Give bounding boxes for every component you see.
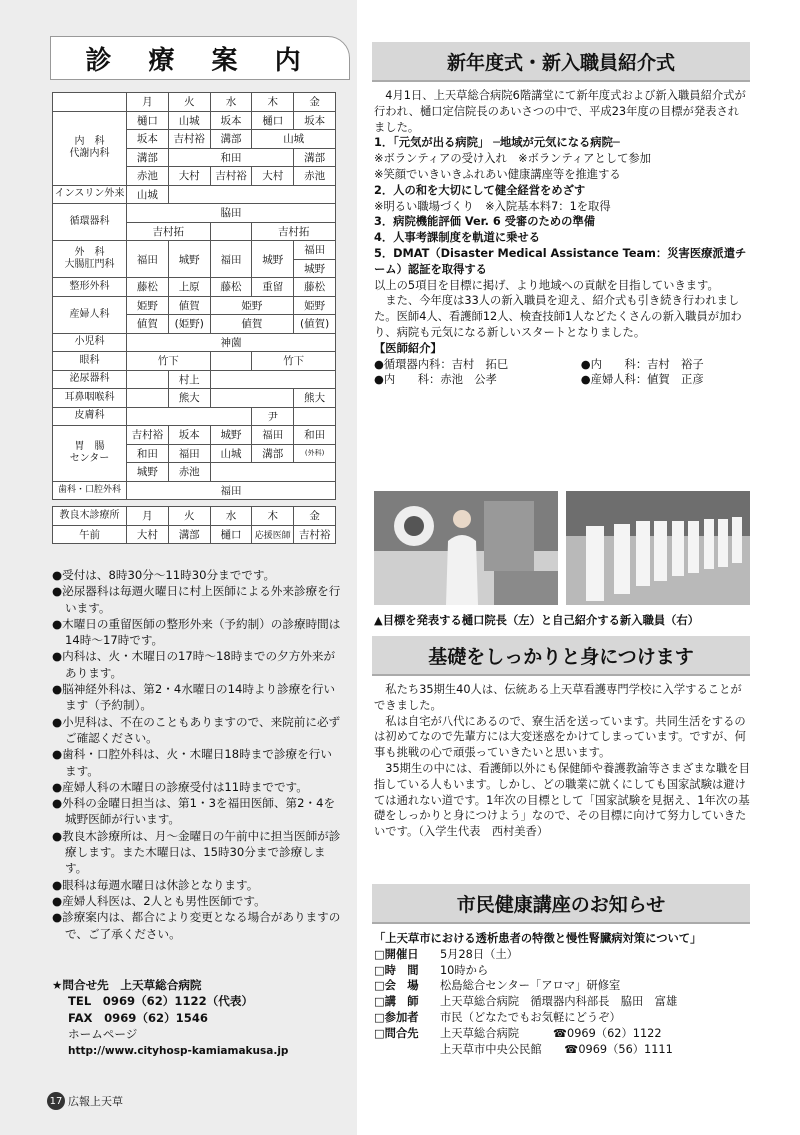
note: ●内科は、火・木曜日の17時～18時までの夕方外来があります。 — [52, 649, 336, 680]
cell: 神薗 — [127, 333, 336, 352]
lecture-row: 上天草市中央公民館 ☎0969（56）1111 — [440, 1042, 673, 1056]
article-basics — [374, 682, 750, 840]
cell: 城野 — [210, 426, 252, 445]
cell: 応援医師 — [252, 525, 294, 544]
cell: (姫野) — [168, 315, 210, 334]
cell: 赤池 — [168, 463, 210, 482]
goal-note: ※ボランティアの受け入れ ※ボランティアとして参加 — [374, 152, 651, 166]
cell: 大村 — [252, 167, 294, 186]
paragraph: 35期生の中には、看護師以外にも保健師や養護教諭等さまざまな職を目指している人もいます。しかし、どの職業に就くにしても国家試験は避けては通れない道です。1年次の目標として「国家試験を見据え、1年次の基礎をしっかりと身につけよう」なので、その目標に向けて努力していきたいです。（入学生代表 西村美香） — [374, 761, 750, 839]
goal: 3．病院機能評価 Ver. 6 受審のための準備 — [374, 215, 596, 229]
dept-kyora: 教良木診療所 — [53, 507, 127, 526]
paragraph: また、今年度は33人の新入職員を迎え、紹介式も引き続き行われました。医師4人、看護師12人、検査技師1人などたくさんの新入職員が加わり、病院も元気になる新しいスタートとなりました。 — [374, 294, 742, 339]
cell: 赤池 — [127, 167, 169, 186]
dept-ortho: 整形外科 — [53, 278, 127, 297]
lecture-row: □時 間 10時から — [374, 963, 489, 977]
note: ●眼科は毎週水曜日は休診となります。 — [52, 877, 259, 892]
lecture-info — [374, 931, 750, 1057]
cell: 福田 — [127, 481, 336, 500]
cell: 姫野 — [294, 296, 336, 315]
cell: 藤松 — [294, 278, 336, 297]
cell: 城野 — [252, 241, 294, 278]
dept-dental: 歯科・口腔外科 — [53, 481, 127, 500]
goal: 5．DMAT（Disaster Medical Assistance Team：災害医療派遣チーム）認証を取得する — [374, 246, 747, 276]
dept-insulin: インスリン外来 — [53, 185, 127, 204]
note: ●小児科は、不在のこともありますので、来院前に必ずご確認ください。 — [52, 714, 341, 745]
note: ●脳神経外科は、第2・4水曜日の14時より診療を行います（予約制）。 — [52, 682, 336, 713]
dept-peds: 小児科 — [53, 333, 127, 352]
cell: 熊大 — [294, 389, 336, 408]
cell: 樋口 — [252, 111, 294, 130]
cell: 村上 — [168, 370, 210, 389]
cell: 溝部 — [210, 130, 252, 149]
cell: 尹 — [252, 407, 294, 426]
notes-list — [52, 567, 342, 942]
day-header: 金 — [294, 93, 336, 112]
cell: 溝部 — [294, 148, 336, 167]
cell: 福田 — [168, 444, 210, 463]
dept-circ: 循環器科 — [53, 204, 127, 241]
heading-basics: 基礎をしっかりと身につけます — [372, 636, 750, 676]
cell: 福田 — [210, 241, 252, 278]
contact-tel: TEL 0969（62）1122（代表） — [68, 994, 254, 1009]
page-title: 診 療 案 内 — [50, 36, 350, 80]
dept-uro: 泌尿器科 — [53, 370, 127, 389]
schedule-table — [52, 92, 336, 500]
cell: 吉村裕 — [294, 525, 336, 544]
day-header: 木 — [252, 93, 294, 112]
cell: (外科) — [294, 444, 336, 463]
cell: 山城 — [210, 444, 252, 463]
day-header: 月 — [127, 507, 169, 526]
page-number: 17 — [47, 1092, 65, 1110]
contact-title: ★問合せ先 上天草総合病院 — [52, 978, 202, 992]
goal: 4．人事考課制度を軌道に乗せる — [374, 231, 541, 245]
cell: 竹下 — [127, 352, 211, 371]
lecture-row: □講 師 上天草総合病院 循環器内科部長 脇田 富雄 — [374, 995, 678, 1009]
note: ●教良木診療所は、月～金曜日の午前中に担当医師が診療します。また木曜日は、15時30分まで診療します。 — [52, 828, 341, 876]
heading-new-year: 新年度式・新入職員紹介式 — [372, 42, 750, 82]
cell: 吉村裕 — [127, 426, 169, 445]
dept-derm: 皮膚科 — [53, 407, 127, 426]
cell: 山城 — [252, 130, 336, 149]
contact-url[interactable]: http://www.cityhosp-kamiamakusa.jp — [68, 1044, 289, 1057]
doctors-heading: 【医師紹介】 — [374, 341, 442, 355]
cell: 値賀 — [210, 315, 294, 334]
cell: 赤池 — [294, 167, 336, 186]
paragraph: 以上の5項目を目標に掲げ、より地域への貢献を目指していきます。 — [374, 278, 719, 292]
dept-ent: 耳鼻咽喉科 — [53, 389, 127, 408]
cell: (値賀) — [294, 315, 336, 334]
cell: 坂本 — [294, 111, 336, 130]
cell: 福田 — [252, 426, 294, 445]
lecture-row: □会 場 松島総合センター「アロマ」研修室 — [374, 979, 621, 993]
contact-fax: FAX 0969（62）1546 — [68, 1010, 208, 1025]
cell: 吉村裕 — [168, 130, 210, 149]
doctor: ●循環器内科：吉村 拓巳 — [374, 357, 509, 371]
contact-hp-label: ホームページ — [68, 1027, 138, 1042]
cell: 和田 — [168, 148, 293, 167]
cell: 大村 — [168, 167, 210, 186]
goal-note: ※明るい職場づくり ※入院基本料7：1を取得 — [374, 199, 611, 213]
day-header: 火 — [168, 507, 210, 526]
heading-lecture: 市民健康講座のお知らせ — [372, 884, 750, 924]
dept-obgyn: 産婦人科 — [53, 296, 127, 333]
cell: 大村 — [127, 525, 169, 544]
cell: 上原 — [168, 278, 210, 297]
cell: 脇田 — [127, 204, 336, 223]
cell: 坂本 — [168, 426, 210, 445]
dept-gi: 胃 腸 センター — [53, 426, 127, 482]
cell: 溝部 — [252, 444, 294, 463]
note: ●産婦人科の木曜日の診療受付は11時までです。 — [52, 779, 308, 794]
cell: 吉村裕 — [210, 167, 252, 186]
day-header: 水 — [210, 93, 252, 112]
footer — [47, 1092, 123, 1110]
paragraph: 4月1日、上天草総合病院6階講堂にて新年度式および新入職員紹介式が行われ、樋口定信院長のあいさつの中で、平成23年度の目標が発表されました。 — [374, 89, 746, 134]
cell: 城野 — [294, 259, 336, 278]
cell: 竹下 — [252, 352, 336, 371]
cell: 姫野 — [210, 296, 294, 315]
doctors-list — [374, 357, 750, 389]
day-header: 金 — [294, 507, 336, 526]
cell: 城野 — [168, 241, 210, 278]
doctor: ●産婦人科：値賀 正彦 — [580, 373, 704, 387]
note: ●歯科・口腔外科は、火・木曜日18時まで診療を行います。 — [52, 747, 332, 778]
schedule-table-wrap — [52, 92, 336, 544]
note: ●泌尿器科は毎週火曜日に村上医師による外来診療を行います。 — [52, 584, 341, 615]
cell: 福田 — [294, 241, 336, 260]
dept-internal: 内 科 代謝内科 — [53, 111, 127, 185]
photo-caption: ▲目標を発表する樋口院長（左）と自己紹介する新入職員（右） — [374, 614, 700, 627]
day-header: 水 — [210, 507, 252, 526]
cell: 値賀 — [168, 296, 210, 315]
cell: 和田 — [294, 426, 336, 445]
cell: 溝部 — [127, 148, 169, 167]
day-header: 月 — [127, 93, 169, 112]
goal-note: ※笑顔でいきいきふれあい健康講座等を推進する — [374, 167, 621, 181]
day-header: 火 — [168, 93, 210, 112]
photo-new-staff — [566, 491, 750, 605]
cell: 吉村拓 — [127, 222, 211, 241]
note: ●木曜日の重留医師の整形外来（予約制）の診療時間は14時～17時です。 — [52, 616, 341, 648]
cell: 福田 — [127, 241, 169, 278]
goal: 1．「元気が出る病院」 ─地域が元気になる病院─ — [374, 136, 620, 150]
note: ●診療案内は、都合により変更となる場合がありますので、ご了承ください。 — [52, 910, 341, 941]
cell: 和田 — [127, 444, 169, 463]
cell: 重留 — [252, 278, 294, 297]
lecture-row: □開催日 5月28日（土） — [374, 947, 519, 961]
cell: 樋口 — [127, 111, 169, 130]
contact-block — [52, 977, 342, 1059]
cell: 値賀 — [127, 315, 169, 334]
note: ●受付は、8時30分～11時30分までです。 — [52, 568, 276, 582]
cell: 熊大 — [168, 389, 210, 408]
publication-name: 広報上天草 — [68, 1095, 123, 1108]
lecture-title: 「上天草市における透析患者の特徴と慢性腎臓病対策について」 — [374, 932, 702, 945]
note: ●外科の金曜日担当は、第1・3を福田医師、第2・4を城野医師が行います。 — [52, 796, 336, 827]
cell: 藤松 — [210, 278, 252, 297]
dept-eye: 眼科 — [53, 352, 127, 371]
goal: 2．人の和を大切にして健全経営をめざす — [374, 183, 586, 197]
doctor: ●内 科：吉村 裕子 — [580, 357, 704, 371]
day-header: 木 — [252, 507, 294, 526]
cell: 城野 — [127, 463, 169, 482]
cell: 午前 — [53, 525, 127, 544]
note: ●産婦人科医は、2人とも男性医師です。 — [52, 893, 266, 908]
cell: 坂本 — [210, 111, 252, 130]
cell: 山城 — [168, 111, 210, 130]
cell: 坂本 — [127, 130, 169, 149]
cell: 姫野 — [127, 296, 169, 315]
cell: 山城 — [127, 185, 169, 204]
photo-director — [374, 491, 558, 605]
dept-surgery: 外 科 大腸肛門科 — [53, 241, 127, 278]
kyora-table — [52, 506, 336, 544]
cell: 藤松 — [127, 278, 169, 297]
cell: 樋口 — [210, 525, 252, 544]
cell: 吉村拓 — [252, 222, 336, 241]
doctor: ●内 科：赤池 公孝 — [374, 373, 497, 387]
lecture-row: □問合先 上天草総合病院 ☎0969（62）1122 — [374, 1026, 662, 1040]
lecture-row: □参加者 市民（どなたでもお気軽にどうぞ） — [374, 1010, 621, 1024]
paragraph: 私は自宅が八代にあるので、寮生活を送っています。共同生活をするのは初めてなので先輩方には大変迷惑をかけてしまっています。ですが、何事も挑戦の心で頑張っていきたいと思います。 — [374, 714, 746, 760]
paragraph: 私たち35期生40人は、伝統ある上天草看護専門学校に入学することができました。 — [374, 683, 742, 712]
cell: 溝部 — [168, 525, 210, 544]
article-new-year — [374, 88, 750, 388]
